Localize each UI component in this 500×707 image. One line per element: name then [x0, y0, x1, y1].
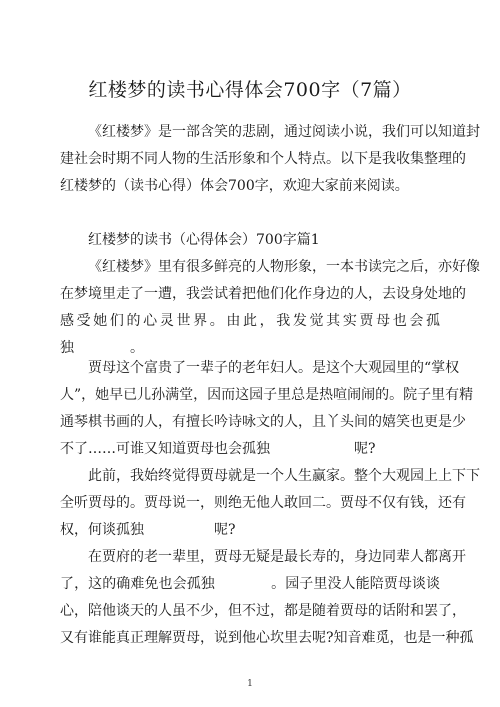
paragraph-line: 感受她们的心灵世界。由此，我发觉其实贾母也会孤 [60, 313, 440, 329]
section-heading: 红楼梦的读书（心得体会）700字篇1 [88, 232, 320, 248]
page-number: 1 [247, 679, 253, 689]
paragraph-line: 心，陪他谈天的人虽不少，但不过，都是随着贾母的话附和罢了， [60, 603, 466, 619]
paragraph-line: 全听贾母的。贾母说一，则绝无他人敢回二。贾母不仅有钱，还有 [60, 495, 466, 511]
paragraph-line: 又有谁能真正理解贾母，说到他心坎里去呢?知音难觅，也是一种孤 [60, 630, 474, 646]
paragraph-line: 通琴棋书画的人，有擅长吟诗咏文的人，且丫头间的嬉笑也更是少 [60, 414, 466, 430]
paragraph-line: 独 。 [60, 340, 144, 356]
paragraph-line: 此前，我始终觉得贾母就是一个人生赢家。整个大观园上上下下 [88, 468, 480, 484]
paragraph-line: 建社会时期不同人物的生活形象和个人特点。以下是我收集整理的 [60, 151, 466, 167]
paragraph-line: 了，这的确难免也会孤独 。园子里没人能陪贾母谈谈 [60, 576, 440, 592]
paragraph-line: 权，何谈孤独 呢? [60, 522, 236, 538]
page-title: 红楼梦的读书心得体会700字（7篇） [88, 79, 412, 101]
paragraph-line: 红楼梦的（读书心得）体会700字，欢迎大家前来阅读。 [60, 178, 409, 194]
paragraph-line: 《红楼梦》是一部含笑的悲剧，通过阅读小说，我们可以知道封 [88, 124, 480, 140]
paragraph-line: 人”，她早已儿孙满堂，因而这园子里总是热喧闹闹的。院子里有精 [60, 387, 474, 403]
paragraph-line: 在贾府的老一辈里，贾母无疑是最长寿的，身边同辈人都离开 [88, 549, 466, 565]
paragraph-line: 《红楼梦》里有很多鲜亮的人物形象，一本书读完之后，亦好像 [88, 259, 480, 275]
paragraph-line: 在梦境里走了一遭，我尝试着把他们化作身边的人，去设身处地的 [60, 286, 466, 302]
paragraph-line: 不了……可谁又知道贾母也会孤独 呢? [60, 441, 376, 457]
paragraph-line: 贾母这个富贵了一辈子的老年妇人。是这个大观园里的“掌权 [88, 360, 460, 376]
